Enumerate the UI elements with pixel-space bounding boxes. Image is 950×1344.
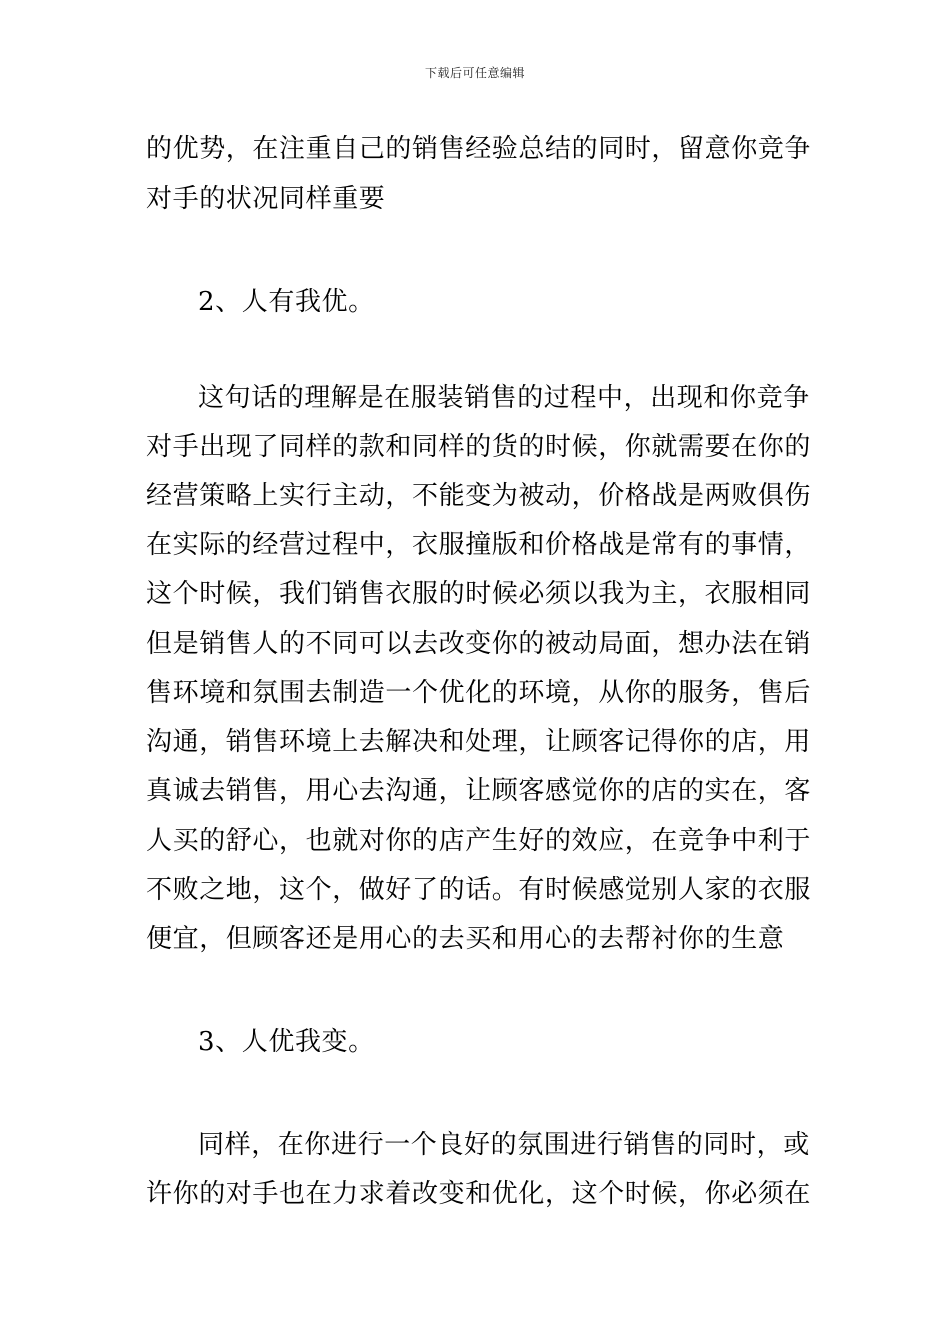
- paragraph-2-line: 对手出现了同样的款和同样的货的时候，你就需要在你的: [146, 432, 812, 462]
- paragraph-1-line: 的优势，在注重自己的销售经验总结的同时，留意你竞争: [146, 134, 812, 164]
- section-heading-3: 3、人优我变。: [198, 1027, 375, 1057]
- paragraph-2-line: 便宜，但顾客还是用心的去买和用心的去帮衬你的生意: [146, 924, 785, 954]
- paragraph-2-line: 人买的舒心，也就对你的店产生好的效应，在竞争中利于: [146, 826, 812, 856]
- paragraph-2-line: 不败之地，这个，做好了的话。有时候感觉别人家的衣服: [146, 875, 812, 905]
- paragraph-3-line: 许你的对手也在力求着改变和优化，这个时候，你必须在: [146, 1179, 812, 1209]
- section-heading-2: 2、人有我优。: [198, 287, 375, 317]
- paragraph-2-line: 沟通，销售环境上去解决和处理，让顾客记得你的店，用: [146, 727, 812, 757]
- paragraph-2-line: 售环境和氛围去制造一个优化的环境，从你的服务，售后: [146, 678, 812, 708]
- paragraph-3-line: 同样，在你进行一个良好的氛围进行销售的同时，或: [198, 1130, 810, 1160]
- paragraph-1-line: 对手的状况同样重要: [146, 184, 386, 214]
- header-note: 下载后可任意编辑: [424, 66, 525, 80]
- paragraph-2-line: 但是销售人的不同可以去改变你的被动局面，想办法在销: [146, 629, 812, 659]
- paragraph-2-line: 真诚去销售，用心去沟通，让顾客感觉你的店的实在，客: [146, 776, 812, 806]
- paragraph-2-line: 在实际的经营过程中，衣服撞版和价格战是常有的事情，: [146, 530, 812, 560]
- paragraph-2-line: 这句话的理解是在服装销售的过程中，出现和你竞争: [198, 383, 810, 413]
- paragraph-2-line: 这个时候，我们销售衣服的时候必须以我为主，衣服相同: [146, 579, 812, 609]
- paragraph-2-line: 经营策略上实行主动，不能变为被动，价格战是两败俱伤: [146, 481, 812, 511]
